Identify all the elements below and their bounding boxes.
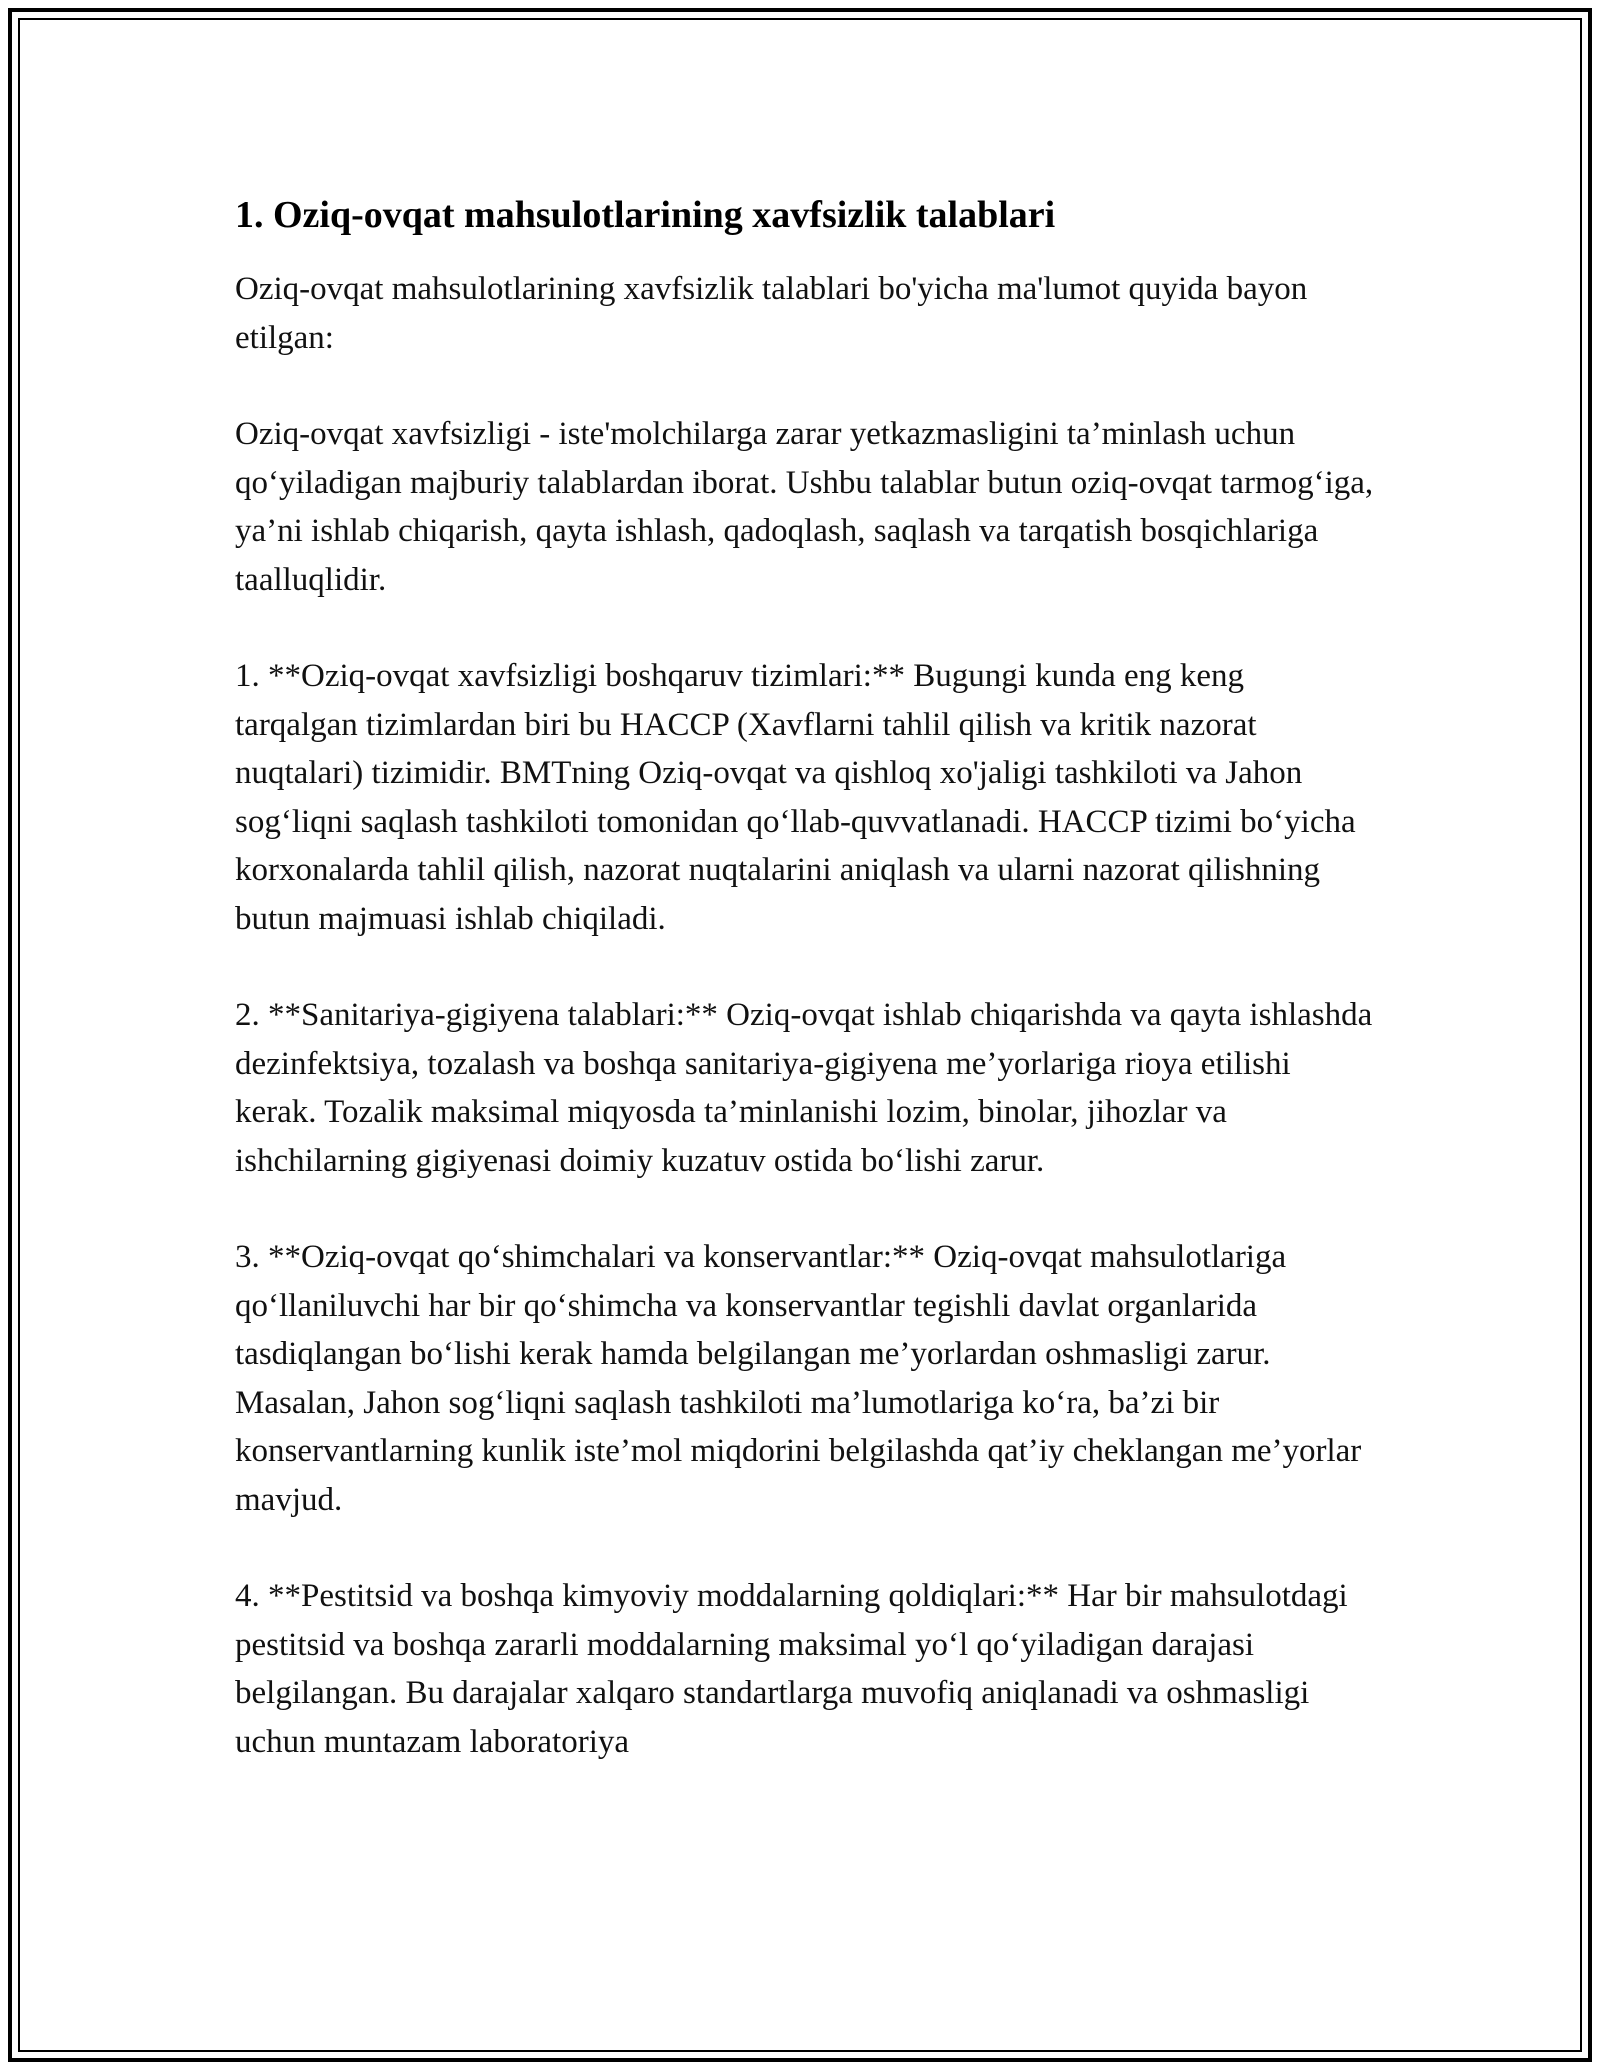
list-item-sanitary-hygiene: 2. **Sanitariya-gigiyena talablari:** Oziq-ovqat ishlab chiqarishda va qayta ishlashda dezinfektsiya, tozalash va boshqa sanitariya-gigiyena me’yorlariga rioya etilishi kerak. Tozalik maksimal miqyosda ta’minlanishi lozim, binolar, jihozlar va ishchilarning gigiyenasi doimiy kuzatuv ostida bo‘lishi zarur. — [235, 997, 1373, 1179]
definition-paragraph: Oziq-ovqat xavfsizligi - iste'molchilarga zarar yetkazmasligini ta’minlash uchun qo‘yiladigan majburiy talablardan iborat. Ushbu talablar butun oziq-ovqat tarmog‘iga, ya’ni ishlab chiqarish, qayta ishlash, qadoqlash, saqlash va tarqatish bosqichlariga taalluqlidir. — [235, 416, 1374, 598]
document-body — [235, 185, 1375, 1814]
page-title: 1. Oziq-ovqat mahsulotlarining xavfsizlik talablari — [235, 194, 1056, 236]
intro-paragraph: Oziq-ovqat mahsulotlarining xavfsizlik talablari bo'yicha ma'lumot quyida bayon etilgan: — [235, 271, 1308, 356]
list-item-pesticide-residues: 4. **Pestitsid va boshqa kimyoviy moddalarning qoldiqlari:** Har bir mahsulotdagi pestitsid va boshqa zararli moddalarning maksimal yo‘l qo‘yiladigan darajasi belgilangan. Bu darajalar xalqaro standartlarga muvofiq aniqlanadi va oshmasligi uchun muntazam laboratoriya — [235, 1578, 1348, 1760]
list-item-management-systems: 1. **Oziq-ovqat xavfsizligi boshqaruv tizimlari:** Bugungi kunda eng keng tarqalgan tizimlardan biri bu HACCP (Xavflarni tahlil qilish va kritik nazorat nuqtalari) tizimidir. BMTning Oziq-ovqat va qishloq xo'jaligi tashkiloti va Jahon sog‘liqni saqlash tashkiloti tomonidan qo‘llab-quvvatlanadi. HACCP tizimi bo‘yicha korxonalarda tahlil qilish, nazorat nuqtalarini aniqlash va ularni nazorat qilishning butun majmuasi ishlab chiqiladi. — [235, 658, 1356, 937]
list-item-additives-preservatives: 3. **Oziq-ovqat qo‘shimchalari va konservantlar:** Oziq-ovqat mahsulotlariga qo‘llaniluvchi har bir qo‘shimcha va konservantlar tegishli davlat organlarida tasdiqlangan bo‘lishi kerak hamda belgilangan me’yorlardan oshmasligi zarur. Masalan, Jahon sog‘liqni saqlash tashkiloti ma’lumotlariga ko‘ra, ba’zi bir konservantlarning kunlik iste’mol miqdorini belgilashda qat’iy cheklangan me’yorlar mavjud. — [235, 1239, 1362, 1518]
